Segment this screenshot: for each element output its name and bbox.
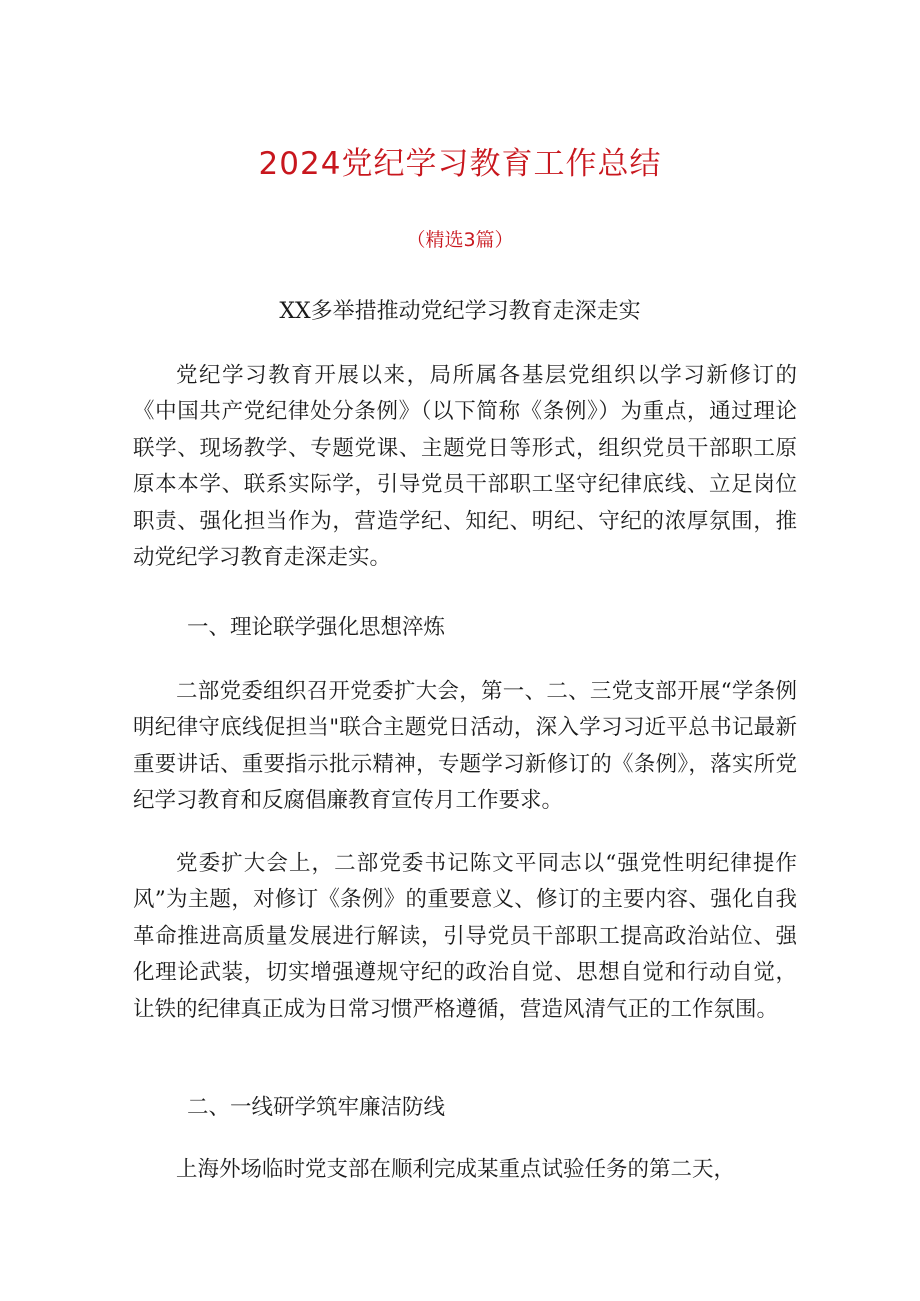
paragraph-section2-a: 上海外场临时党支部在顺利完成某重点试验任务的第二天，	[176, 1157, 736, 1182]
document-title: 2024党纪学习教育工作总结	[258, 146, 662, 182]
paragraph-section1-b: 党委扩大会上，二部党委书记陈文平同志以“强党性明纪律提作风”为主题，对修订《条例》的重要意义、修订的主要内容、强化自我革命推进高质量发展进行解读，引导党员干部职工提高政治站位、强化理论武装，切实增强遵规守纪的政治自觉、思想自觉和行动自觉，让铁的纪律真正成为日常习惯严格遵循，营造风清气正的工作氛围。	[133, 851, 797, 1022]
paragraph-intro: 党纪学习教育开展以来，局所属各基层党组织以学习新修订的《中国共产党纪律处分条例》（以下简称《条例》）为重点，通过理论联学、现场教学、专题党课、主题党日等形式，组织党员干部职工原原本本学、联系实际学，引导党员干部职工坚守纪律底线、立足岗位职责、强化担当作为，营造学纪、知纪、明纪、守纪的浓厚氛围，推动党纪学习教育走深走实。	[133, 363, 797, 571]
section-heading-1: 一、理论联学强化思想淬炼	[187, 615, 446, 640]
article-title: XX多举措推动党纪学习教育走深走实	[279, 299, 641, 324]
section-heading-2: 二、一线研学筑牢廉洁防线	[187, 1095, 446, 1120]
document-subtitle: （精选3篇）	[406, 229, 514, 251]
paragraph-section1-a: 二部党委组织召开党委扩大会，第一、二、三党支部开展“学条例明纪律守底线促担当"联合主题党日活动，深入学习习近平总书记最新重要讲话、重要指示批示精神，专题学习新修订的《条例》，落实所党纪学习教育和反腐倡廉教育宣传月工作要求。	[133, 679, 797, 814]
